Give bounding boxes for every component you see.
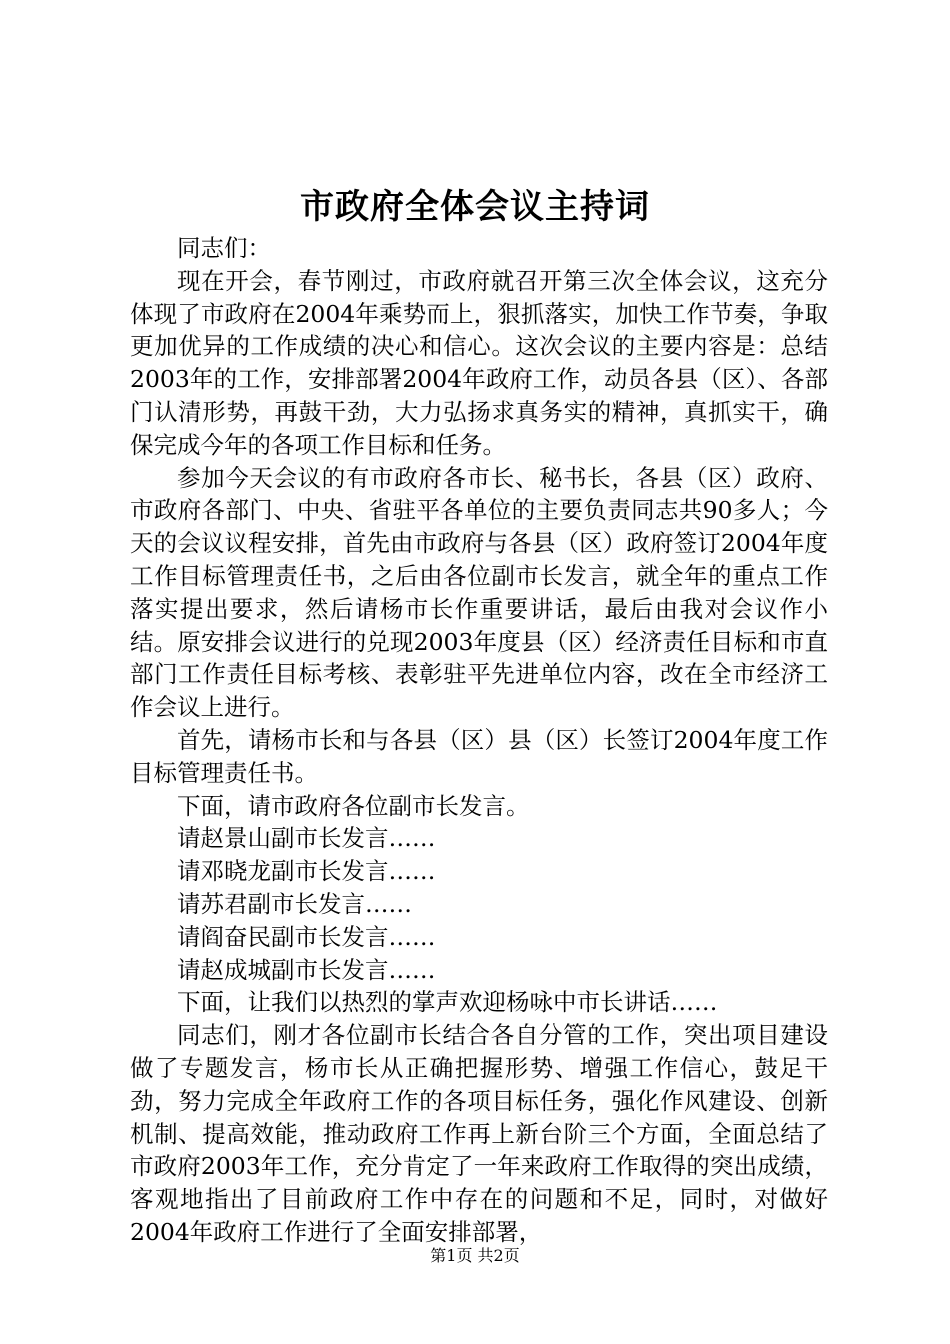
opening-paragraph: 现在开会，春节刚过，市政府就召开第三次全体会议，这充分体现了市政府在2004年乘势而上，狠抓落实，加快工作节奏，争取更加优异的工作成绩的决心和信心。这次会议的主要内容是：总结2003年的工作，安排部署2004年政府工作，动员各县（区）、各部门认清形势，再鼓干劲，大力弘扬求真务实的精神，真抓实干，确保完成今年的各项工作目标和任务。	[130, 266, 828, 459]
signing-paragraph: 首先，请杨市长和与各县（区）县（区）长签订2004年度工作目标管理责任书。	[130, 725, 828, 787]
summary-paragraph: 同志们，刚才各位副市长结合各自分管的工作，突出项目建设做了专题发言，杨市长从正确把握形势、增强工作信心，鼓足干劲，努力完成全年政府工作的各项目标任务，强化作风建设、创新机制、提高效能，推动政府工作再上新台阶三个方面，全面总结了市政府2003年工作，充分肯定了一年来政府工作取得的突出成绩，客观地指出了目前政府工作中存在的问题和不足，同时，对做好2004年政府工作进行了全面安排部署，	[130, 1021, 828, 1246]
attendees-paragraph: 参加今天会议的有市政府各市长、秘书长，各县（区）政府、市政府各部门、中央、省驻平各单位的主要负责同志共90多人；今天的会议议程安排，首先由市政府与各县（区）政府签订2004年度工作目标管理责任书，之后由各位副市长发言，就全年的重点工作落实提出要求，然后请杨市长作重要讲话，最后由我对会议作小结。原安排会议进行的兑现2003年度县（区）经济责任目标和市直部门工作责任目标考核、表彰驻平先进单位内容，改在全市经济工作会议上进行。	[130, 463, 828, 722]
speaker-line: 请邓晓龙副市长发言……	[177, 857, 436, 886]
salutation-paragraph: 同志们：	[177, 234, 271, 262]
speaker-line: 请苏君副市长发言……	[177, 889, 412, 918]
speaker-line: 请赵景山副市长发言……	[177, 824, 436, 853]
vice-mayors-intro-paragraph: 下面，请市政府各位副市长发言。	[177, 791, 530, 820]
mayor-speech-intro-paragraph: 下面，让我们以热烈的掌声欢迎杨咏中市长讲话……	[177, 988, 718, 1017]
document-title: 市政府全体会议主持词	[300, 187, 650, 227]
page-number-footer: 第1页 共2页	[430, 1246, 520, 1265]
document-body	[130, 232, 828, 1249]
speaker-line: 请赵成城副市长发言……	[177, 955, 436, 984]
speaker-line: 请阎奋民副市长发言……	[177, 922, 436, 951]
